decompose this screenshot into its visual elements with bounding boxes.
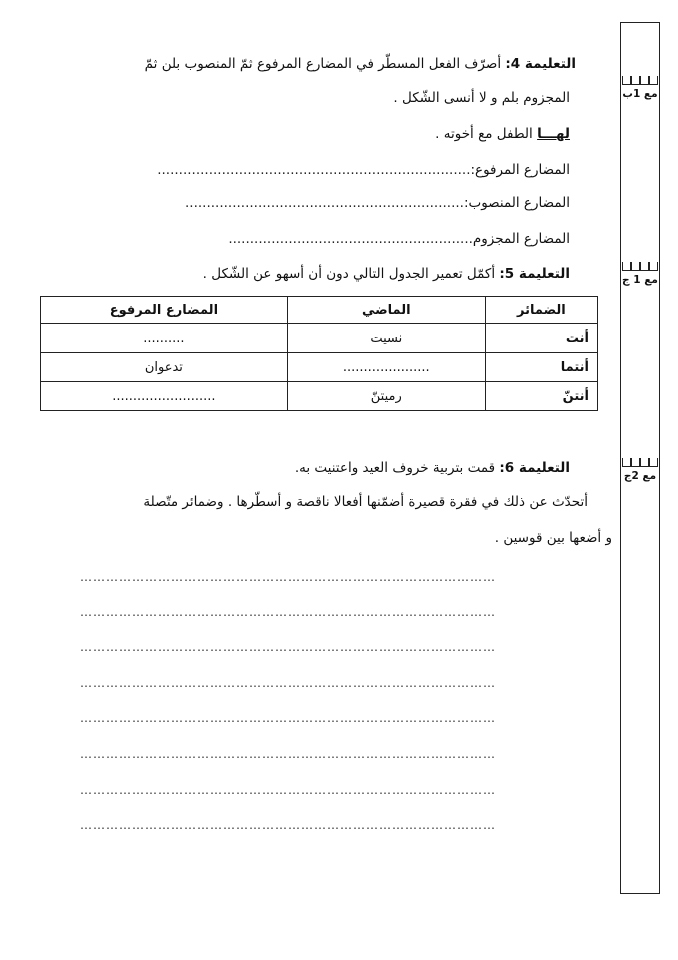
answer-label: المضارع المجزوم bbox=[472, 231, 570, 247]
score-boxes bbox=[620, 458, 660, 468]
criterion-label: مع 2ج bbox=[623, 470, 657, 482]
criterion-3 bbox=[620, 458, 660, 482]
cell-past: نسيت bbox=[287, 324, 485, 353]
answer-dots[interactable]: ......................................................... bbox=[228, 231, 473, 247]
sentence-rest: الطفل مع أخوته . bbox=[435, 126, 533, 142]
q4-answer-row-jussive bbox=[70, 229, 570, 249]
writing-line[interactable]: …………………………………………………………………………………… bbox=[80, 783, 496, 797]
q4-title: التعليمة 4: bbox=[505, 56, 576, 72]
answer-dots[interactable]: ......................................................................... bbox=[157, 162, 471, 178]
writing-line[interactable]: …………………………………………………………………………………… bbox=[80, 747, 496, 761]
criterion-label: مع 1ب bbox=[622, 88, 658, 100]
q4-text: أصرّف الفعل المسطّر في المضارع المرفوع ثمّ المنصوب بلن ثمّ bbox=[144, 56, 502, 72]
writing-line[interactable]: …………………………………………………………………………………… bbox=[80, 605, 496, 619]
header-present: المضارع المرفوع bbox=[41, 297, 288, 324]
answer-label: المضارع المنصوب: bbox=[463, 195, 570, 211]
cell-past: رميتنّ bbox=[287, 382, 485, 411]
cell-present[interactable]: ......................... bbox=[41, 382, 288, 411]
underlined-verb: لهـــا bbox=[537, 126, 570, 142]
q6-text: قمت بتربية خروف العيد واعتنيت به. bbox=[294, 460, 496, 476]
cell-pronoun: أنتما bbox=[485, 353, 597, 382]
q4-answer-row-present bbox=[70, 160, 570, 180]
cell-pronoun: أنتنّ bbox=[485, 382, 597, 411]
q5-text: أكمّل تعمير الجدول التالي دون أن أسهو عن الشّكل . bbox=[202, 266, 496, 282]
score-boxes bbox=[620, 76, 660, 86]
q4-instruction-line1 bbox=[145, 54, 576, 74]
header-past: الماضي bbox=[287, 297, 485, 324]
q6-title: التعليمة 6: bbox=[499, 460, 570, 476]
cell-pronoun: أنت bbox=[485, 324, 597, 353]
table-row bbox=[41, 382, 598, 411]
criterion-1 bbox=[620, 76, 660, 100]
cell-present: تدعوان bbox=[41, 353, 288, 382]
q4-sentence bbox=[435, 124, 570, 144]
conjugation-table bbox=[40, 296, 598, 411]
q6-task-line1: أتحدّث عن ذلك في فقرة قصيرة أضمّنها أفعالا ناقصة و أسطّرها . وضمائر متّصلة bbox=[143, 494, 588, 510]
q5-title: التعليمة 5: bbox=[499, 266, 570, 282]
q6-task-line2: و أضعها بين قوسين . bbox=[494, 530, 612, 546]
table-header-row bbox=[41, 297, 598, 324]
answer-label: المضارع المرفوع: bbox=[470, 162, 570, 178]
answer-dots[interactable]: ................................................................. bbox=[185, 195, 464, 211]
table-row bbox=[41, 353, 598, 382]
criterion-2 bbox=[620, 262, 660, 286]
writing-line[interactable]: …………………………………………………………………………………… bbox=[80, 570, 496, 584]
score-boxes bbox=[620, 262, 660, 272]
writing-line[interactable]: …………………………………………………………………………………… bbox=[80, 640, 496, 654]
cell-present[interactable]: .......... bbox=[41, 324, 288, 353]
q4-instruction-line2: المجزوم بلم و لا أنسى الشّكل . bbox=[393, 90, 570, 106]
writing-line[interactable]: …………………………………………………………………………………… bbox=[80, 711, 496, 725]
q5-instruction bbox=[203, 264, 570, 284]
writing-line[interactable]: …………………………………………………………………………………… bbox=[80, 818, 496, 832]
criterion-label: مع 1 ج bbox=[622, 274, 658, 286]
q4-answer-row-subjunctive bbox=[70, 193, 570, 213]
q6-instruction bbox=[295, 458, 570, 478]
table-row bbox=[41, 324, 598, 353]
writing-line[interactable]: …………………………………………………………………………………… bbox=[80, 676, 496, 690]
header-pronouns: الضمائر bbox=[485, 297, 597, 324]
cell-past[interactable]: ..................... bbox=[287, 353, 485, 382]
